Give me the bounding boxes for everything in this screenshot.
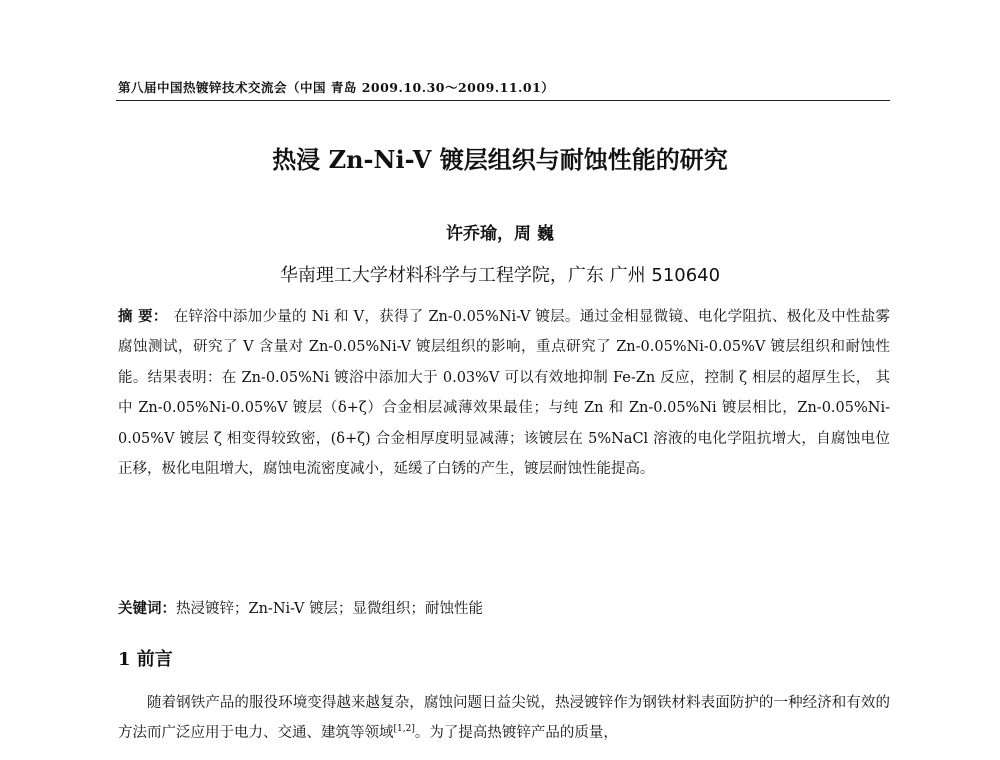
- intro-text-continued: 。为了提高热镀锌产品的质量，: [414, 725, 618, 742]
- keywords-text: 热浸镀锌；Zn-Ni-V 镀层；显微组织；耐蚀性能: [176, 601, 484, 617]
- keywords-label: 关键词：: [118, 600, 176, 617]
- paper-affiliation: 华南理工大学材料科学与工程学院，广东 广州 510640: [279, 265, 721, 286]
- abstract-block: [118, 302, 890, 484]
- keywords-block: [118, 597, 890, 618]
- intro-text: 随着钢铁产品的服役环境变得越来越复杂，腐蚀问题日益尖锐，热浸镀锌作为钢铁材料表面防护的一种经济和有效的方法而广泛应用于电力、交通、建筑等领域: [118, 695, 890, 742]
- section-heading: 1 前言: [118, 649, 173, 670]
- abstract-label: 摘 要：: [118, 308, 168, 325]
- header-rule: [116, 100, 890, 101]
- abstract-text: 在锌浴中添加少量的 Ni 和 V，获得了 Zn-0.05%Ni-V 镀层。通过金相显微镜、电化学阻抗、极化及中性盐雾腐蚀测试，研究了 V 含量对 Zn-0.05%Ni-V 镀层组织的影响，重点研究了 Zn-0.05%Ni-0.05%V 镀层组织和耐蚀性能。结果表明：在 Zn-0.05%Ni 镀浴中添加大于 0.03%V 可以有效地抑制 Fe-Zn 反应，控制 ζ 相层的超厚生长， 其中 Zn-0.05%Ni-0.05%V 镀层（δ+ζ）合金相层减薄效果最佳；与纯 Zn 和 Zn-0.05%Ni 镀层相比，Zn-0.05%Ni-0.05%V 镀层 ζ 相变得较致密，(δ+ζ) 合金相厚度明显减薄；该镀层在 5%NaCl 溶液的电化学阻抗增大，自腐蚀电位正移，极化电阻增大，腐蚀电流密度减小，延缓了白锈的产生，镀层耐蚀性能提高。: [118, 309, 890, 478]
- running-header: 第八届中国热镀锌技术交流会（中国 青岛 2009.10.30～2009.11.01）: [118, 80, 555, 95]
- intro-paragraph: [118, 688, 890, 749]
- paper-title: 热浸 Zn-Ni-V 镀层组织与耐蚀性能的研究: [272, 145, 728, 174]
- paper-authors: 许乔瑜，周 巍: [446, 224, 554, 244]
- citation-ref: [1,2]: [393, 724, 415, 735]
